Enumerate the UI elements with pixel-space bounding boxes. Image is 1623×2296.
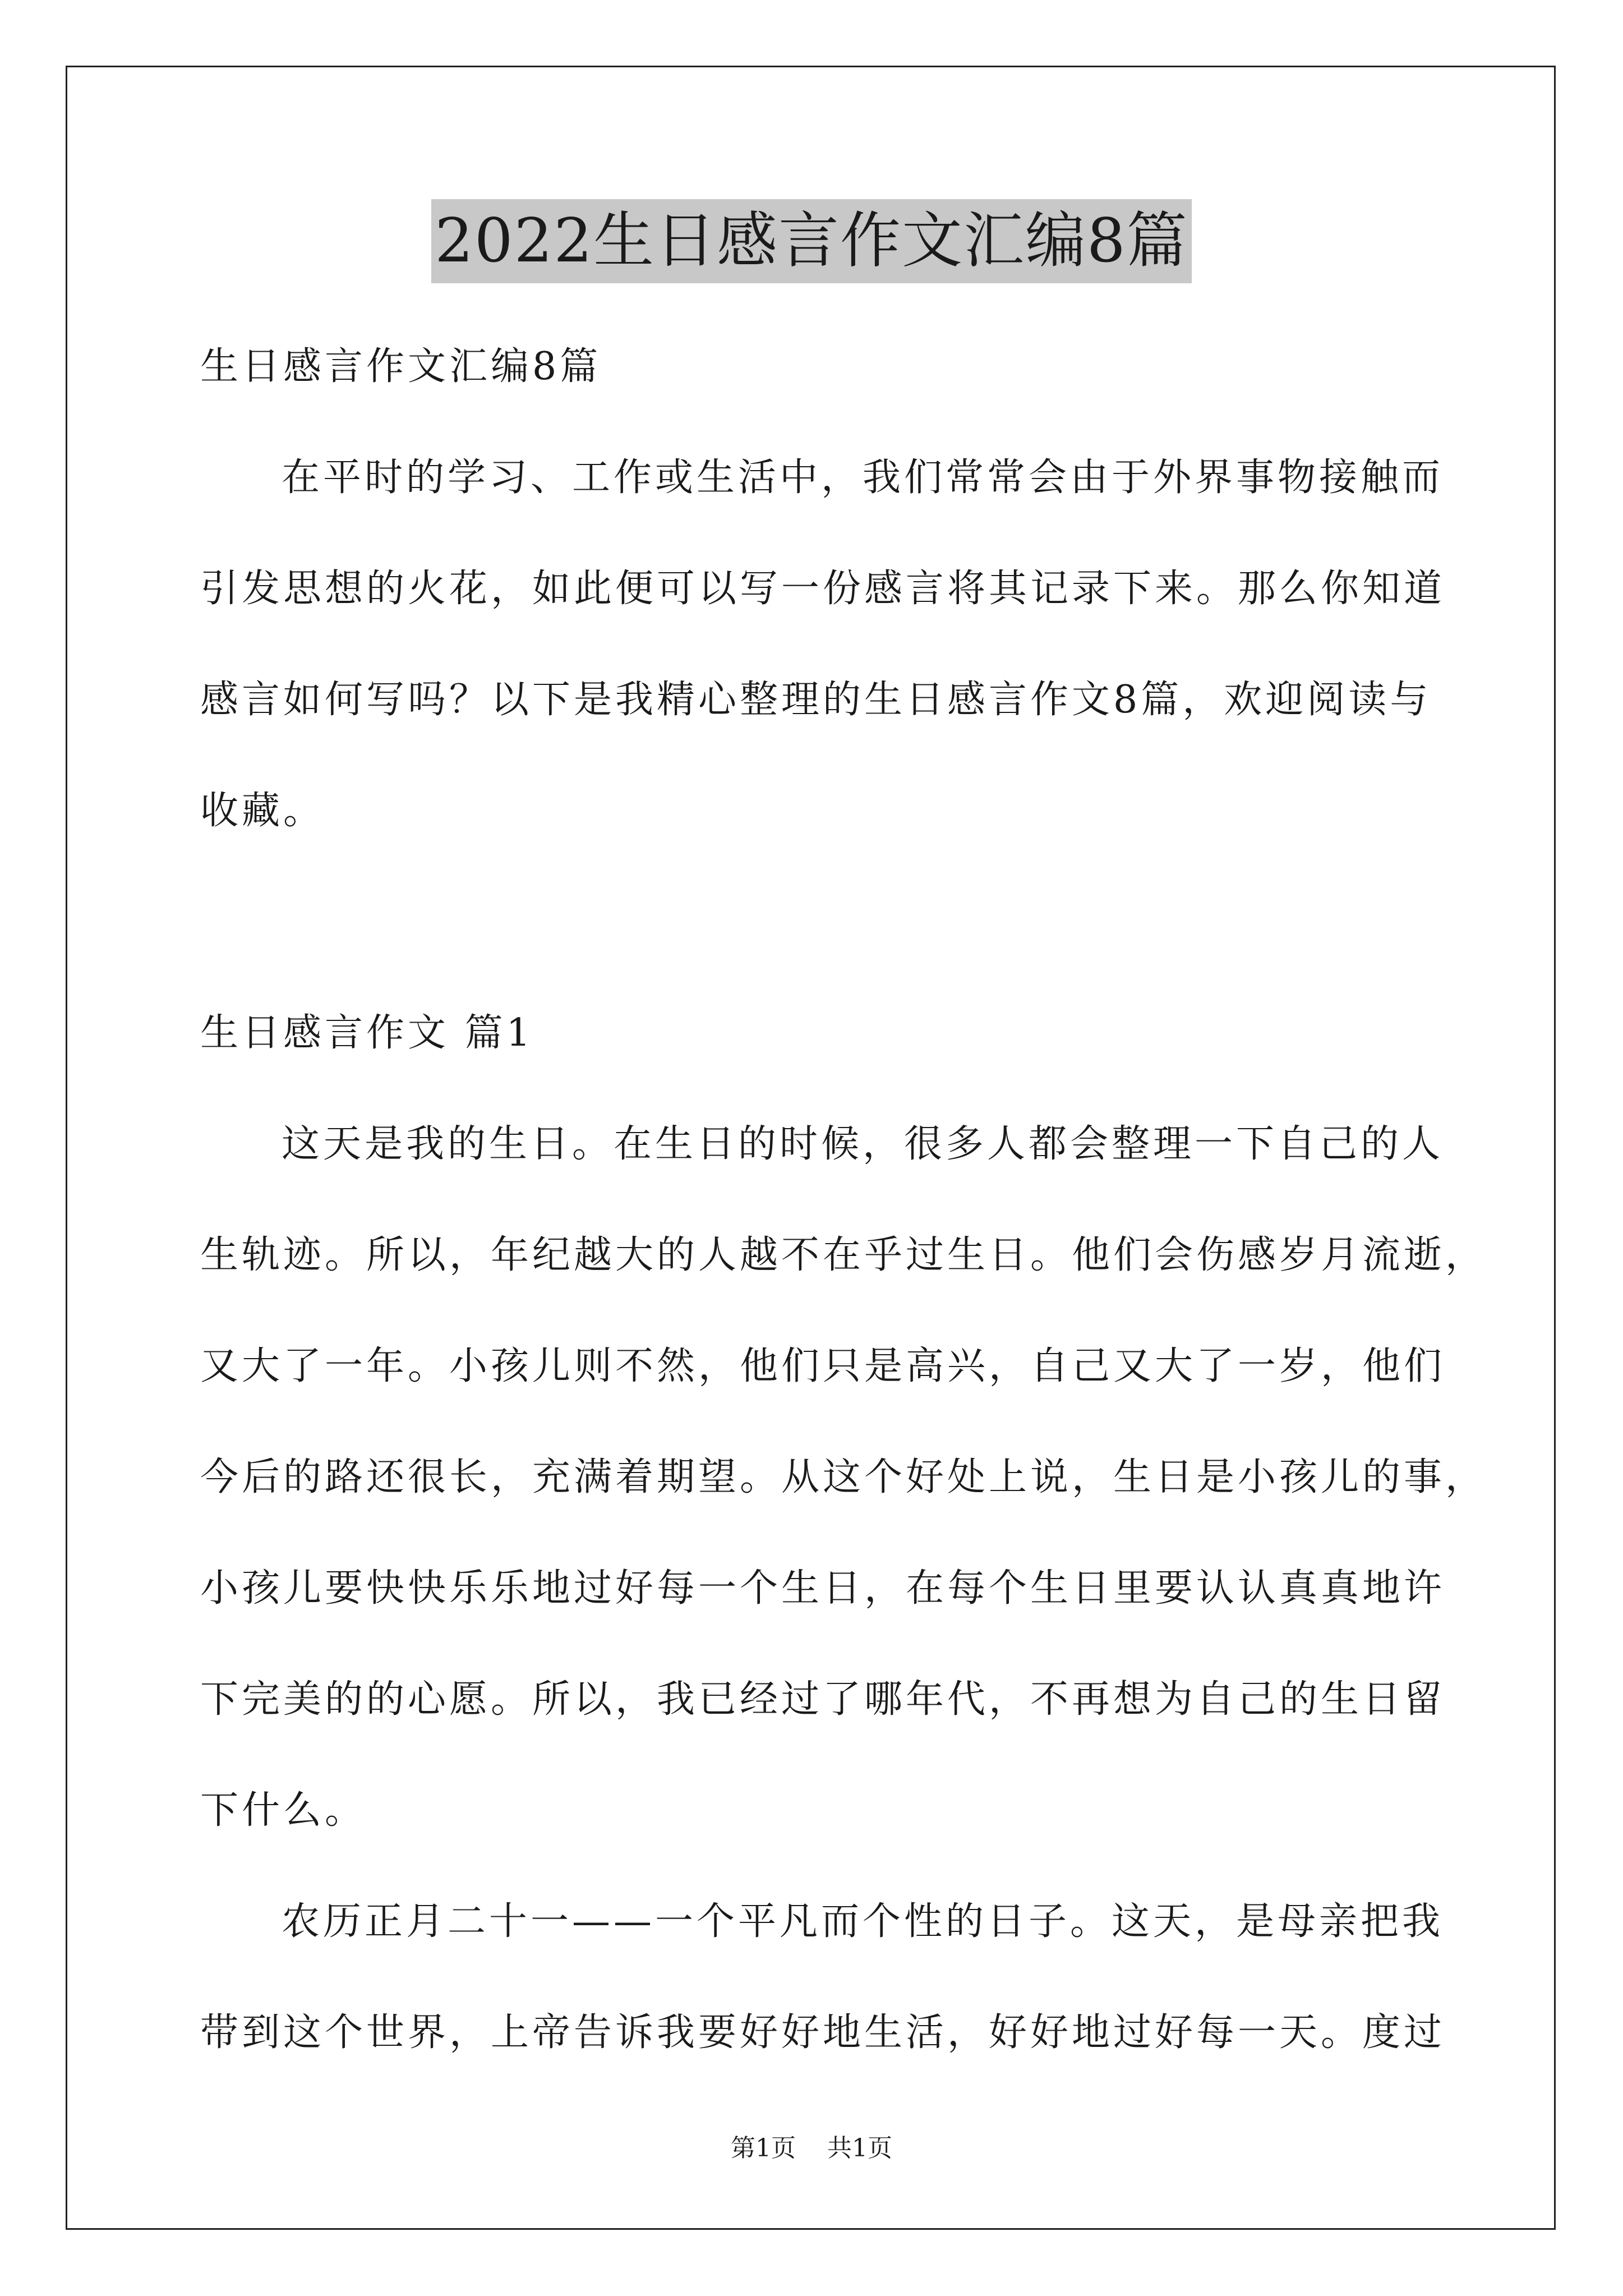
paragraph-line: 带到这个世界，上帝告诉我要好好地生活，好好地过好每一天。度过 bbox=[200, 2010, 1446, 2055]
paragraph-line: 今后的路还很长，充满着期望。从这个好处上说，生日是小孩儿的事， bbox=[200, 1455, 1487, 1499]
page-number-current: 第1页 bbox=[731, 2134, 796, 2162]
page-footer bbox=[0, 2132, 1623, 2165]
paragraph-line: 农历正月二十一——一个平凡而个性的日子。这天，是母亲把我 bbox=[282, 1899, 1444, 1944]
title-container bbox=[0, 199, 1623, 283]
section-heading: 生日感言作文 篇1 bbox=[200, 1011, 534, 1055]
paragraph-line: 下什么。 bbox=[200, 1788, 367, 1833]
document-body bbox=[200, 311, 1487, 2088]
page-number-total: 共1页 bbox=[827, 2134, 892, 2162]
document-title: 2022生日感言作文汇编8篇 bbox=[431, 199, 1192, 283]
paragraph-line: 又大了一年。小孩儿则不然，他们只是高兴，自己又大了一岁，他们 bbox=[200, 1344, 1446, 1388]
intro-line: 收藏。 bbox=[200, 789, 325, 833]
paragraph-line: 小孩儿要快快乐乐地过好每一个生日，在每个生日里要认认真真地许 bbox=[200, 1566, 1446, 1611]
intro-line: 引发思想的火花，如此便可以写一份感言将其记录下来。那么你知道 bbox=[200, 567, 1446, 611]
paragraph-line: 下完美的的心愿。所以，我已经过了哪年代，不再想为自己的生日留 bbox=[200, 1677, 1446, 1722]
paragraph-line: 生轨迹。所以，年纪越大的人越不在乎过生日。他们会伤感岁月流逝， bbox=[200, 1233, 1487, 1277]
intro-line: 在平时的学习、工作或生活中，我们常常会由于外界事物接触而 bbox=[282, 455, 1444, 500]
subtitle: 生日感言作文汇编8篇 bbox=[200, 344, 602, 389]
paragraph-line: 这天是我的生日。在生日的时候，很多人都会整理一下自己的人 bbox=[282, 1122, 1444, 1166]
intro-line: 感言如何写吗？以下是我精心整理的生日感言作文8篇，欢迎阅读与 bbox=[200, 678, 1432, 722]
paragraph-gap bbox=[200, 867, 1456, 978]
